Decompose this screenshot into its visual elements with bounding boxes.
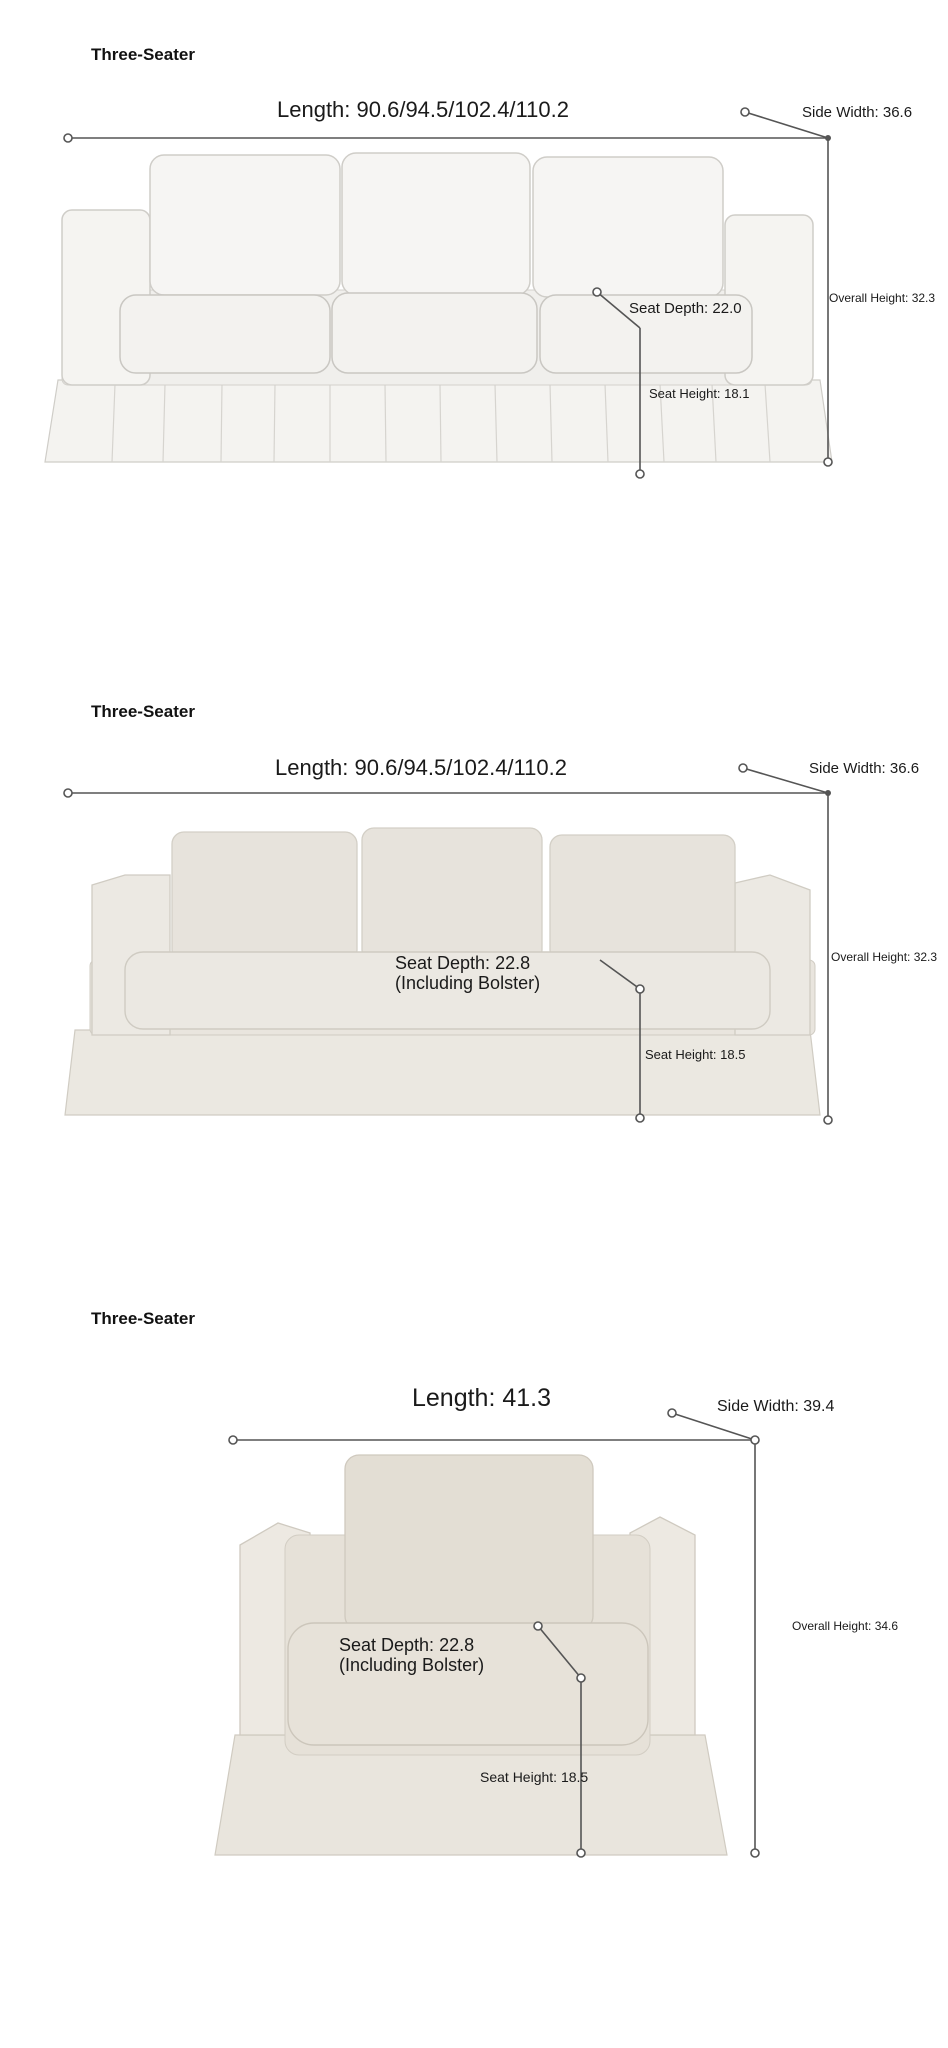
- panel-three-seater-1: [0, 0, 948, 560]
- seat-depth-label: Seat Depth: 22.8 (Including Bolster): [395, 953, 541, 993]
- seat-height-label: Seat Height: 18.1: [649, 386, 750, 401]
- panel-three-seater-2: [0, 660, 948, 1220]
- seat-height-label: Seat Height: 18.5: [480, 1769, 589, 1785]
- panel-title: Three-Seater: [91, 702, 195, 721]
- length-label: Length: 41.3: [412, 1384, 552, 1412]
- overall-height-label: Overall Height: 32.3: [829, 291, 936, 305]
- panel-title: Three-Seater: [91, 1309, 195, 1328]
- seat-depth-label: Seat Depth: 22.0: [629, 300, 742, 317]
- seat-height-label: Seat Height: 18.5: [645, 1047, 746, 1062]
- side-width-label: Side Width: 36.6: [809, 760, 920, 777]
- sofa-2-illustration: [0, 660, 948, 1220]
- overall-height-label: Overall Height: 32.3: [831, 950, 938, 964]
- length-label: Length: 90.6/94.5/102.4/110.2: [275, 755, 567, 780]
- sofa-1-illustration: [0, 0, 948, 560]
- seat-depth-label: Seat Depth: 22.8 (Including Bolster): [339, 1635, 485, 1675]
- overall-height-label: Overall Height: 34.6: [792, 1619, 899, 1633]
- side-width-label: Side Width: 39.4: [717, 1398, 835, 1415]
- side-width-label: Side Width: 36.6: [802, 104, 913, 121]
- length-label: Length: 90.6/94.5/102.4/110.2: [277, 97, 569, 122]
- panel-title: Three-Seater: [91, 45, 195, 64]
- panel-three-seater-3: [0, 1295, 948, 1915]
